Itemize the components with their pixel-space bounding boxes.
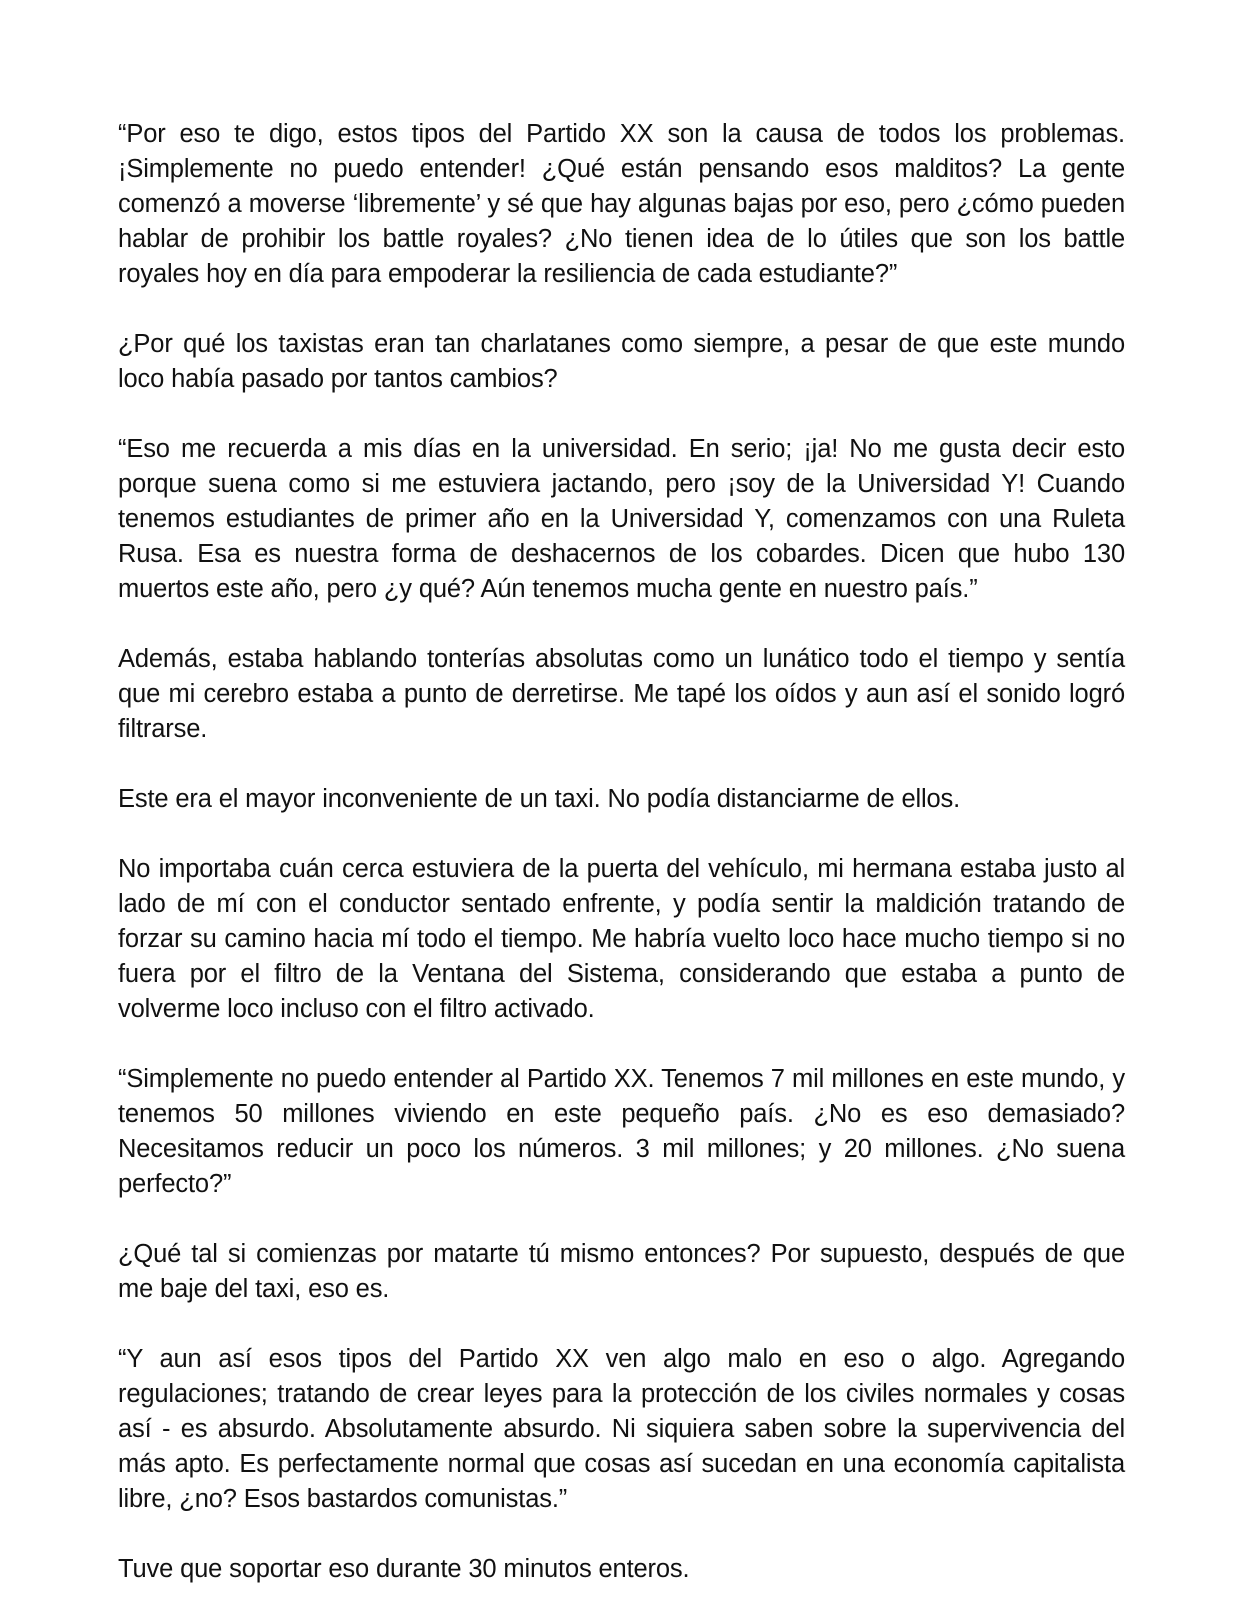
paragraph-3: “Eso me recuerda a mis días en la universidad. En serio; ¡ja! No me gusta decir esto porque suena como si me estuviera jactando, pero ¡soy de la Universidad Y! Cuando tenemos estudiantes de primer año en la Universidad Y, comenzamos con una Ruleta Rusa. Esa es nuestra forma de deshacernos de los cobardes. Dicen que hubo 130 muertos este año, pero ¿y qué? Aún tenemos mucha gente en nuestro país.” xyxy=(118,435,1125,603)
paragraph-8: ¿Qué tal si comienzas por matarte tú mismo entonces? Por supuesto, después de que me baje del taxi, eso es. xyxy=(118,1240,1125,1303)
paragraph-1: “Por eso te digo, estos tipos del Partido XX son la causa de todos los problemas. ¡Simplemente no puedo entender! ¿Qué están pensando esos malditos? La gente comenzó a moverse ‘libremente’ y sé que hay algunas bajas por eso, pero ¿cómo pueden hablar de prohibir los battle royales? ¿No tienen idea de lo útiles que son los battle royales hoy en día para empoderar la resiliencia de cada estudiante?” xyxy=(118,120,1125,288)
paragraph-7: “Simplemente no puedo entender al Partido XX. Tenemos 7 mil millones en este mundo, y tenemos 50 millones viviendo en este pequeño país. ¿No es eso demasiado? Necesitamos reducir un poco los números. 3 mil millones; y 20 millones. ¿No suena perfecto?” xyxy=(118,1065,1125,1198)
paragraph-6: No importaba cuán cerca estuviera de la puerta del vehículo, mi hermana estaba justo al lado de mí con el conductor sentado enfrente, y podía sentir la maldición tratando de forzar su camino hacia mí todo el tiempo. Me habría vuelto loco hace mucho tiempo si no fuera por el filtro de la Ventana del Sistema, considerando que estaba a punto de volverme loco incluso con el filtro activado. xyxy=(118,855,1125,1023)
document-body xyxy=(118,117,1125,1587)
paragraph-9: “Y aun así esos tipos del Partido XX ven algo malo en eso o algo. Agregando regulaciones; tratando de crear leyes para la protección de los civiles normales y cosas así - es absurdo. Absolutamente absurdo. Ni siquiera saben sobre la supervivencia del más apto. Es perfectamente normal que cosas así sucedan en una economía capitalista libre, ¿no? Esos bastardos comunistas.” xyxy=(118,1345,1125,1513)
paragraph-2: ¿Por qué los taxistas eran tan charlatanes como siempre, a pesar de que este mundo loco había pasado por tantos cambios? xyxy=(118,330,1125,393)
paragraph-10: Tuve que soportar eso durante 30 minutos enteros. xyxy=(118,1555,690,1583)
paragraph-5: Este era el mayor inconveniente de un taxi. No podía distanciarme de ellos. xyxy=(118,785,961,813)
paragraph-4: Además, estaba hablando tonterías absolutas como un lunático todo el tiempo y sentía que mi cerebro estaba a punto de derretirse. Me tapé los oídos y aun así el sonido logró filtrarse. xyxy=(118,645,1125,743)
